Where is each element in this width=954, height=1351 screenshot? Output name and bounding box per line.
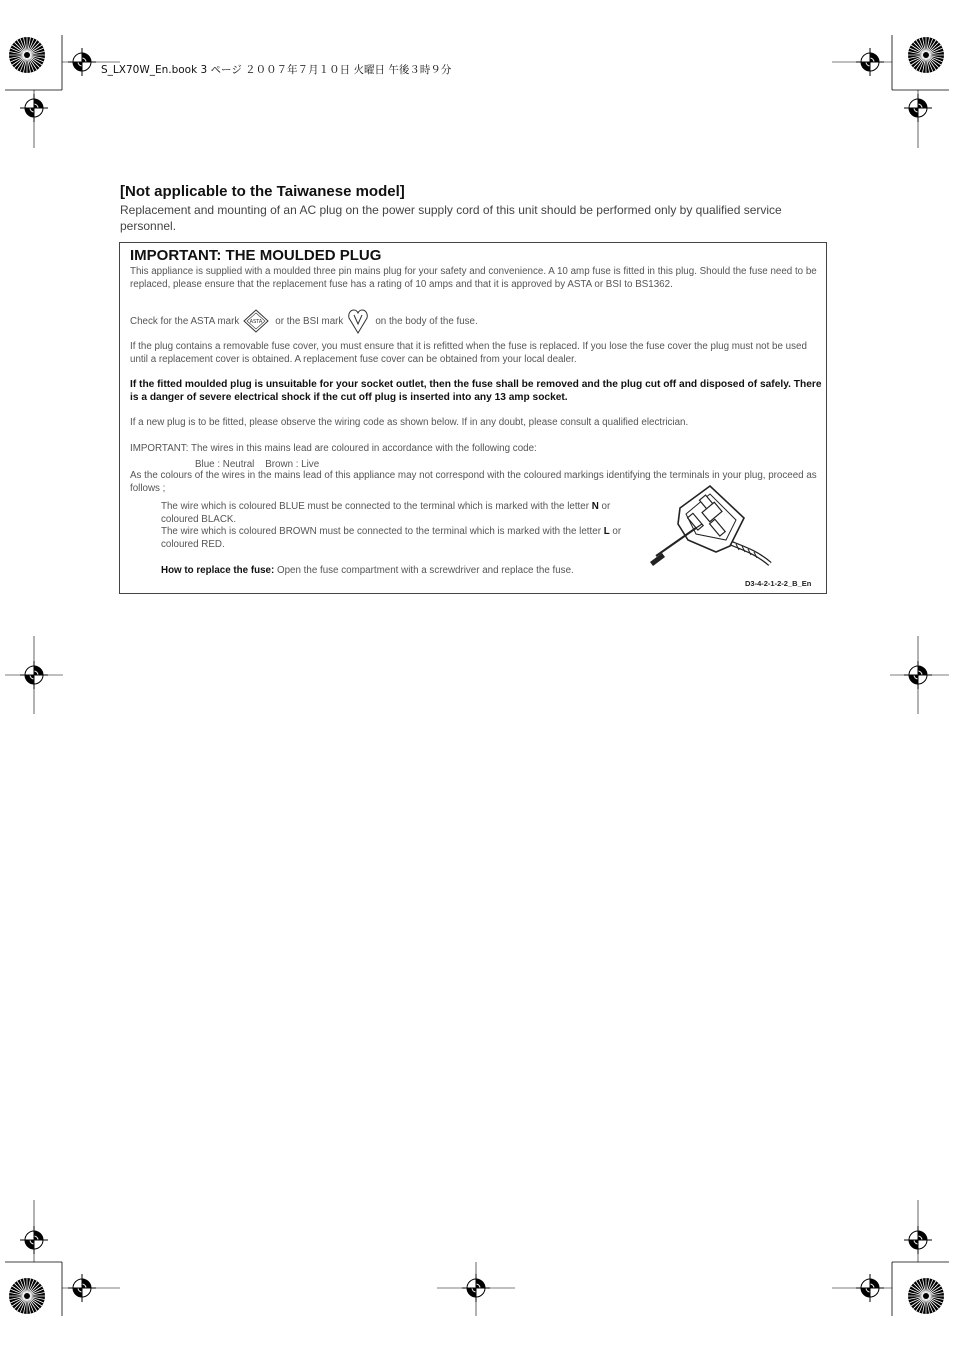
fuse-label: How to replace the fuse: — [161, 565, 275, 576]
asta-mark-icon — [243, 309, 269, 333]
section-title: [Not applicable to the Taiwanese model] — [120, 183, 405, 200]
notice-title: IMPORTANT: THE MOULDED PLUG — [130, 247, 382, 264]
replace-fuse-instruction: How to replace the fuse: Open the fuse compartment with a screwdriver and replace the fuse. — [161, 565, 574, 576]
fuse-mark-check — [130, 308, 478, 334]
notice-paragraph-fuse-cover: If the plug contains a removable fuse cover, you must ensure that it is refitted when the fuse is replaced. If you lose the fuse cover the plug must not be used until a replacement cover is obtained. A replacement fuse cover can be obtained from your local dealer. — [130, 341, 807, 365]
notice-paragraph-colours: As the colours of the wires in the mains lead of this appliance may not correspond with the coloured markings identifying the terminals in your plug, proceed as follows ; — [130, 470, 817, 494]
starburst-target-icon — [9, 1278, 45, 1314]
starburst-target-icon — [908, 37, 944, 73]
book-file-header: S_LX70W_En.book 3 ページ ２００７年７月１０日 火曜日 午後３時９分 — [101, 64, 452, 76]
notice-paragraph-fuse: This appliance is supplied with a moulded three pin mains plug for your safety and convenience. A 10 amp fuse is fitted in this plug. Should the fuse need to be replaced, please ensure that the replacement fuse has a rating of 10 amps and that it is approved by ASTA or BSI to BS1362. — [130, 266, 817, 290]
brown-wire-instruction: The wire which is coloured BROWN must be connected to the terminal which is marked with the letter L or coloured RED. — [161, 526, 622, 550]
starburst-target-icon — [908, 1278, 944, 1314]
blue-wire-instruction: The wire which is coloured BLUE must be connected to the terminal which is marked with the letter N or coloured BLACK. — [161, 501, 611, 525]
neutral-letter: N — [591, 501, 599, 512]
document-code: D3-4-2-1-2-2_B_En — [745, 579, 812, 588]
check-middle: or the BSI mark — [275, 315, 344, 327]
notice-paragraph-new-plug: If a new plug is to be fitted, please observe the wiring code as shown below. If in any doubt, please consult a qualified electrician. — [130, 417, 689, 428]
starburst-target-icon — [9, 37, 45, 73]
notice-paragraph-wire-code: IMPORTANT: The wires in this mains lead are coloured in accordance with the following code: — [130, 443, 537, 454]
wire-colour-codes: Blue : Neutral Brown : Live — [195, 459, 320, 470]
live-letter: L — [603, 526, 610, 537]
check-suffix: on the body of the fuse. — [375, 315, 478, 327]
check-prefix: Check for the ASTA mark — [130, 315, 240, 327]
section-intro: Replacement and mounting of an AC plug on the power supply cord of this unit should be performed only by qualified service personnel. — [120, 203, 782, 233]
plug-screwdriver-illustration — [648, 480, 773, 570]
asta-mark-text: ASTA — [249, 319, 263, 325]
notice-warning: If the fitted moulded plug is unsuitable for your socket outlet, then the fuse shall be removed and the plug cut off and disposed of safely. There is a danger of severe electrical shock if the cut off plug is inserted into any 13 amp socket. — [130, 379, 822, 403]
bsi-kitemark-icon — [347, 308, 369, 334]
